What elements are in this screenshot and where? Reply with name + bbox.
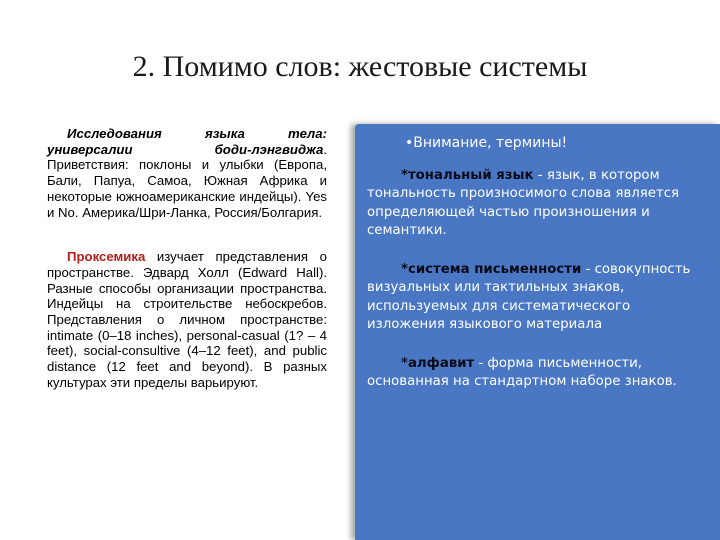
terms-panel [355,124,720,540]
term-label: *тональный язык [401,167,534,183]
term-label: *система письменности [401,261,582,277]
term-definition: - совокупность визуальных или тактильных знаков, используемых для систематического изложения языкового материала [367,261,691,332]
term-definition: - язык, в котором тональность произносимого слова является определяющей частью произношения и семантики. [367,167,680,238]
body-language-paragraph [47,126,327,220]
term-item [367,167,712,241]
term-item [367,261,712,335]
body-language-label: Исследования языка тела: универсалии боди-лэнгвиджа [47,126,327,157]
left-text-column [47,126,327,391]
term-label: *алфавит [401,355,475,371]
proxemics-text: изучает представления о пространстве. Эдвард Холл (Edward Hall). Разные способы организации пространства. Индейцы на строительстве небоскребов. Представления о личном пространстве: intimate (0–18 inches), personal-casual (1? – 4 feet), social-consultive (4–12 feet), and public distance (12 feet and beyond). В разных культурах эти пределы варьируют. [47,249,327,390]
body-language-text: . Приветствия: поклоны и улыбки (Европа, Бали, Папуа, Самоа, Южная Африка и некоторые южноамериканские индейцы). Yes и No. Америка/Шри-Ланка, Россия/Болгария. [47,141,327,220]
term-definition: - форма письменности, основанная на стандартном наборе знаков. [367,355,677,389]
slide-title: 2. Помимо слов: жестовые системы [132,50,588,83]
proxemics-label: Проксемика [67,249,146,265]
proxemics-paragraph [47,249,327,390]
terms-heading: •Внимание, термины! [405,135,568,151]
term-item [367,355,712,392]
